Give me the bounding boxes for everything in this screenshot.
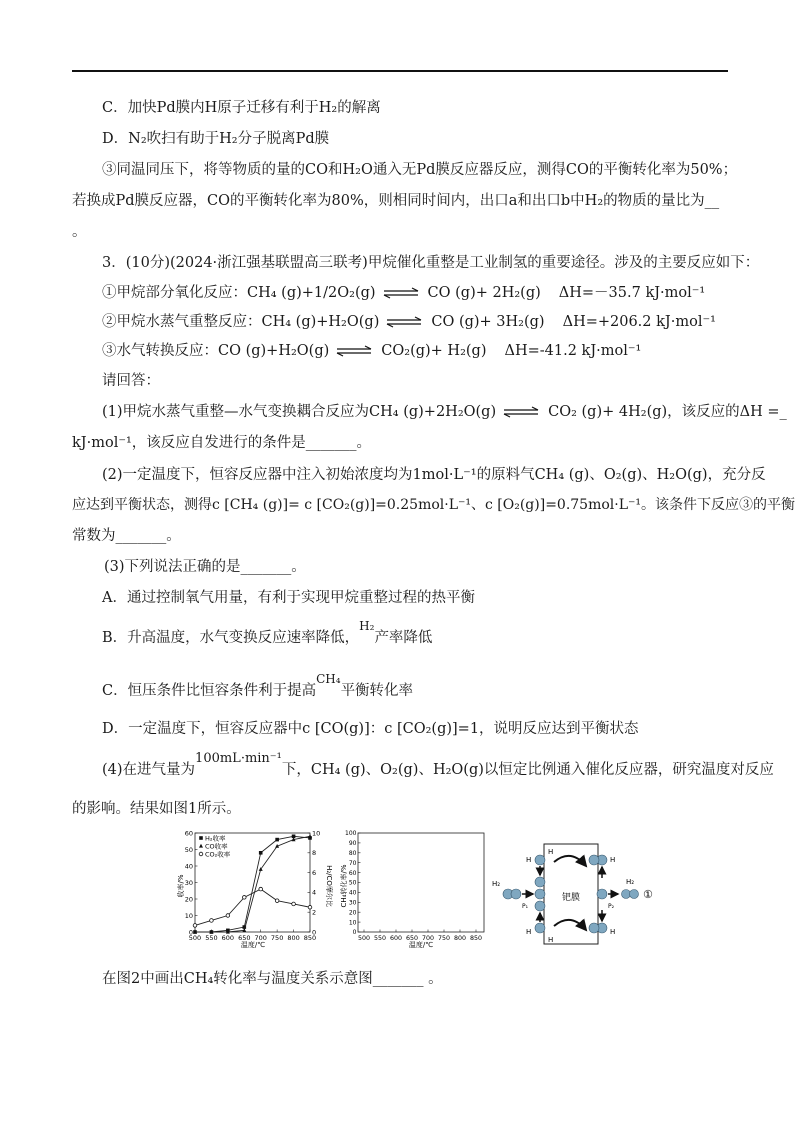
y-tick-label: 40 [348, 889, 357, 897]
option-b-text2: 产率降低 [374, 630, 433, 646]
q3-line1: ③同温同压下，将等物质的量的CO和H₂O通入无Pd膜反应器反应，测得CO的平衡转化率为50%； [102, 162, 738, 178]
q4-line1 [102, 751, 774, 781]
reaction-3-right: CO₂(g)+ H₂(g) [381, 343, 487, 359]
h2-in-label: H₂ [492, 880, 501, 888]
x-tick-label: 600 [389, 935, 403, 942]
q4-rate: 100mL·min⁻¹ [195, 751, 282, 766]
y2-tick-label: 0 [312, 928, 317, 937]
h-atom [535, 889, 545, 899]
y-tick-label: 0 [188, 928, 193, 937]
reaction-3-dh: ΔH=-41.2 kJ·mol⁻¹ [504, 343, 642, 359]
pd-membrane-diagram [486, 838, 666, 950]
reaction-1-left: ①甲烷部分氧化反应：CH₄ (g)+1/2O₂(g) [102, 285, 376, 301]
x-tick-label: 550 [205, 934, 218, 942]
reaction-1 [102, 283, 705, 303]
x-axis-label: 温度/℃ [408, 941, 434, 948]
q1-line2: kJ·mol⁻¹，该反应自发进行的条件是_______。 [72, 435, 372, 451]
x-tick-label: 700 [421, 935, 435, 942]
y-tick-label: 40 [184, 862, 193, 871]
y2-tick-label: 2 [312, 908, 317, 917]
legend-label: H₂收率 [205, 834, 226, 843]
data-point [292, 902, 296, 906]
q4-text1: (4)在进气量为 [102, 762, 196, 778]
x-tick-label: 800 [287, 934, 300, 942]
data-point [259, 887, 263, 891]
reaction-3-left: ③水气转换反应：CO (g)+H₂O(g) [102, 343, 330, 359]
y2-tick-label: 4 [312, 888, 317, 897]
h-label: H [610, 928, 616, 936]
h-atom [597, 889, 607, 899]
x-tick-label: 650 [238, 934, 251, 942]
y2-tick-label: 6 [312, 868, 317, 877]
q1-right: CO₂ (g)+ 4H₂(g)，该反应的ΔH =_ [548, 404, 787, 420]
p1-label: P₁ [522, 903, 529, 910]
data-point [275, 838, 279, 842]
reaction-3 [102, 341, 641, 361]
h-atom [535, 877, 545, 887]
h-label: H [610, 856, 616, 864]
y-tick-label: 80 [348, 850, 357, 857]
reaction-2-right: CO (g)+ 3H₂(g) [431, 314, 545, 330]
y-tick-label: 50 [184, 845, 193, 854]
y2-tick-label: 8 [312, 849, 317, 858]
h-label: H [548, 936, 554, 944]
h-atom [589, 855, 599, 865]
h-atom [535, 855, 545, 865]
problem3-title: 3．(10分)(2024·浙江强基联盟高三联考)甲烷催化重整是工业制氢的重要途径。涉及的主要反应如下： [102, 255, 760, 271]
option-d2: D．一定温度下，恒容反应器中c [CO(g)]：c [CO₂(g)]=1，说明反应达到平衡状态 [102, 721, 639, 737]
h-atom [589, 923, 599, 933]
y-tick-label: 90 [348, 840, 357, 848]
q3s-stem: (3)下列说法正确的是_______。 [104, 559, 306, 575]
y-tick-label: 50 [348, 879, 357, 887]
final-question: 在图2中画出CH₄转化率与温度关系示意图_______ 。 [102, 971, 443, 987]
reaction-2-left: ②甲烷水蒸气重整反应：CH₄ (g)+H₂O(g) [102, 314, 380, 330]
data-point [259, 851, 263, 855]
equilibrium-arrow-icon [502, 406, 540, 418]
x-tick-label: 800 [453, 935, 467, 942]
q2-line3: 常数为_______。 [72, 528, 181, 544]
x-tick-label: 500 [357, 935, 371, 942]
p2-label: P₂ [608, 903, 615, 910]
x-axis-label: 温度/℃ [240, 941, 266, 948]
data-point [308, 905, 312, 909]
h-atom [535, 901, 545, 911]
q2-line2: 应达到平衡状态，测得c [CH₄ (g)]= c [CO₂(g)]=0.25mol·L⁻¹、c [O₂(g)]=0.75mol·L⁻¹。该条件下反应③的平衡 [72, 497, 796, 513]
x-tick-label: 500 [188, 934, 202, 942]
h2-molecule-icon [511, 889, 521, 899]
option-c2 [102, 672, 414, 701]
y-tick-label: 30 [184, 878, 193, 887]
x-tick-label: 850 [469, 935, 483, 942]
q2-line1: (2)一定温度下，恒容反应器中注入初始浓度均为1mol·L⁻¹的原料气CH₄ (g)、O₂(g)、H₂O(g)，充分反 [102, 467, 766, 483]
option-b-text1: B．升高温度，水气变换反应速率降低， [102, 630, 360, 646]
membrane-label: 钯膜 [561, 893, 581, 903]
q4-line2: 的影响。结果如图1所示。 [72, 801, 241, 817]
circled-one-label: ① [643, 888, 653, 901]
figure-1-chart [175, 826, 335, 948]
option-b-h2: H₂ [359, 619, 375, 633]
y-tick-label: 20 [348, 909, 357, 917]
q3-line3: 。 [72, 224, 87, 240]
y-axis-label: CH₄转化率/% [340, 864, 348, 908]
data-point [193, 924, 197, 928]
h2-out-label: H₂ [626, 878, 635, 886]
h-label: H [526, 928, 532, 936]
option-b [102, 619, 433, 648]
data-point [226, 914, 230, 918]
data-point [275, 899, 279, 903]
figure-2-chart [340, 826, 490, 948]
plot-area [358, 833, 484, 932]
y-tick-label: 0 [352, 929, 357, 937]
option-c2-text2: 平衡转化率 [340, 683, 414, 699]
header-rule [72, 70, 728, 72]
legend-marker [199, 852, 203, 856]
x-tick-label: 850 [303, 934, 317, 942]
reaction-1-right: CO (g)+ 2H₂(g) [427, 285, 541, 301]
legend-label: CO收率 [205, 842, 228, 851]
h-label: H [526, 856, 532, 864]
y2-axis-label: H₂/CO摩尔比 [325, 865, 333, 907]
data-point [210, 919, 214, 923]
option-c-text: C．加快Pd膜内H原子迁移有利于H₂的解离 [102, 100, 381, 116]
y-tick-label: 60 [184, 829, 193, 838]
q3-line2: 若换成Pd膜反应器，CO的平衡转化率为80%，则相同时间内，出口a和出口b中H₂的物质的量比为__ [72, 193, 720, 209]
y-tick-label: 20 [184, 895, 193, 904]
y-tick-label: 100 [345, 830, 357, 838]
reaction-1-dh: ΔH=－35.7 kJ·mol⁻¹ [558, 285, 706, 301]
y-tick-label: 30 [348, 899, 357, 907]
x-tick-label: 750 [437, 935, 451, 942]
data-point [242, 896, 246, 900]
option-a: A．通过控制氧气用量，有利于实现甲烷重整过程的热平衡 [102, 590, 475, 606]
x-tick-label: 600 [221, 934, 235, 942]
y-tick-label: 10 [348, 919, 357, 927]
option-d-text: D．N₂吹扫有助于H₂分子脱离Pd膜 [102, 131, 330, 147]
y2-tick-label: 10 [312, 829, 321, 838]
h-label: H [548, 848, 554, 856]
h2-molecule-icon [630, 890, 639, 899]
x-tick-label: 650 [405, 935, 419, 942]
equilibrium-arrow-icon [335, 345, 373, 357]
equilibrium-arrow-icon [385, 316, 423, 328]
reaction-2-dh: ΔH=+206.2 kJ·mol⁻¹ [562, 314, 716, 330]
x-tick-label: 750 [270, 934, 284, 942]
equilibrium-arrow-icon [382, 287, 420, 299]
h-atom [535, 923, 545, 933]
y-axis-label: 收率/% [177, 874, 185, 898]
h2-molecule-icon [622, 890, 631, 899]
x-tick-label: 700 [254, 934, 267, 942]
q1-left: (1)甲烷水蒸气重整—水气变换耦合反应为CH₄ (g)+2H₂O(g) [102, 404, 497, 420]
legend-marker [199, 836, 203, 840]
y-tick-label: 60 [348, 869, 357, 877]
y-tick-label: 10 [184, 911, 193, 920]
option-c2-text1: C．恒压条件比恒容条件利于提高 [102, 683, 317, 699]
reaction-2 [102, 312, 716, 332]
q1-line1 [102, 402, 787, 422]
legend-marker [199, 844, 203, 848]
legend-label: CO₂收率 [205, 850, 231, 859]
x-tick-label: 550 [373, 935, 387, 942]
option-c2-ch4: CH₄ [316, 672, 341, 686]
y-tick-label: 70 [348, 859, 357, 867]
q4-text2: 下，CH₄ (g)、O₂(g)、H₂O(g)以恒定比例通入催化反应器，研究温度对反应 [281, 762, 774, 778]
answer-prompt: 请回答： [102, 373, 160, 389]
